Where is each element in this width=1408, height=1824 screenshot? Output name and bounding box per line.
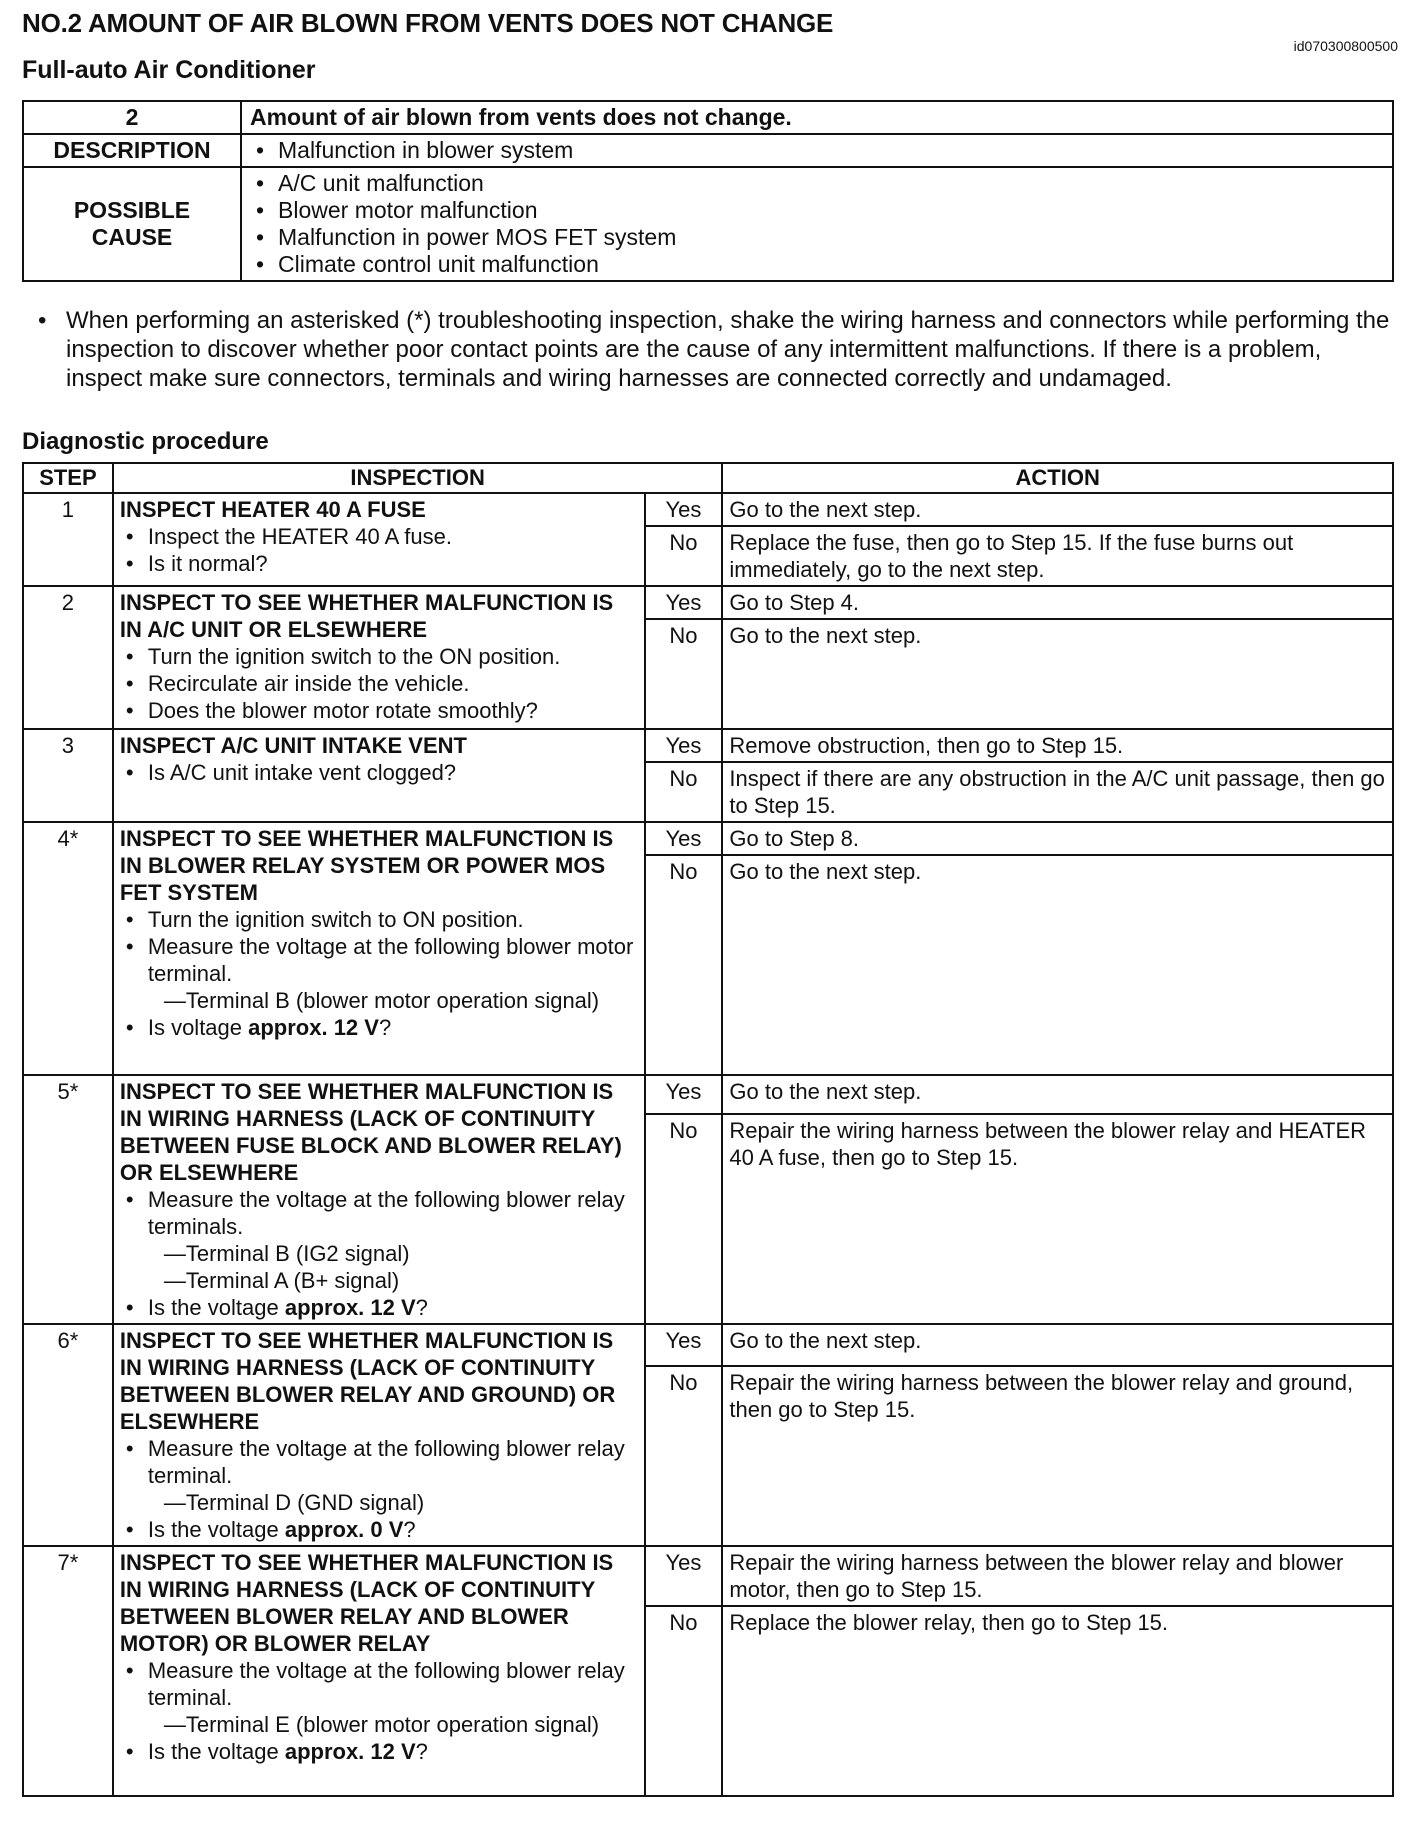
no-action: Repair the wiring harness between the blower relay and ground, then go to Step 15. xyxy=(722,1366,1393,1546)
question-value: approx. 12 V xyxy=(248,1015,379,1040)
inspection-bullet: • Turn the ignition switch to ON position. xyxy=(148,906,638,933)
inspection-question xyxy=(148,1516,638,1543)
cause-item: • Malfunction in power MOS FET system xyxy=(278,224,1384,251)
no-action: Replace the blower relay, then go to Step 15. xyxy=(722,1606,1393,1796)
no-label: No xyxy=(645,762,723,822)
question-end: ? xyxy=(415,1295,428,1320)
question-text: Is voltage xyxy=(147,1015,249,1040)
yes-action: Go to Step 4. xyxy=(722,586,1393,619)
terminal-item: — Terminal E (blower motor operation signal) xyxy=(148,1711,638,1738)
inspection-bullet: • Turn the ignition switch to the ON position. xyxy=(148,643,638,670)
question-text: Is the voltage xyxy=(147,1517,285,1542)
inspection-title: INSPECT TO SEE WHETHER MALFUNCTION IS IN BLOWER RELAY SYSTEM OR POWER MOS FET SYSTEM xyxy=(119,826,614,905)
inspection-bullet xyxy=(148,1657,638,1738)
inspection-bullet: • Inspect the HEATER 40 A fuse. xyxy=(148,523,638,550)
inspection-cell xyxy=(113,1075,645,1324)
symptom-number: 2 xyxy=(23,101,241,134)
inspection-cell xyxy=(113,729,645,822)
possible-cause-label-line1: POSSIBLE xyxy=(73,197,191,223)
possible-cause-cell xyxy=(241,167,1393,281)
step-number: 7* xyxy=(23,1546,113,1796)
inspection-title: INSPECT TO SEE WHETHER MALFUNCTION IS IN A/C UNIT OR ELSEWHERE xyxy=(119,590,614,642)
question-text: Is the voltage xyxy=(147,1295,285,1320)
inspection-bullet xyxy=(148,1435,638,1516)
inspection-bullet-text: Measure the voltage at the following blower relay terminals. xyxy=(147,1187,625,1239)
inspection-title: INSPECT A/C UNIT INTAKE VENT xyxy=(119,733,467,758)
no-action: Replace the fuse, then go to Step 15. If the fuse burns out immediately, go to the next step. xyxy=(722,526,1393,586)
no-label: No xyxy=(645,1366,723,1546)
no-label: No xyxy=(645,619,723,729)
step-number: 1 xyxy=(23,493,113,586)
inspection-question xyxy=(148,1294,638,1321)
no-action: Inspect if there are any obstruction in the A/C unit passage, then go to Step 15. xyxy=(722,762,1393,822)
inspection-bullet: • Is A/C unit intake vent clogged? xyxy=(148,759,638,786)
terminal-item: — Terminal B (IG2 signal) xyxy=(148,1240,638,1267)
no-action: Repair the wiring harness between the blower relay and HEATER 40 A fuse, then go to Step 15. xyxy=(722,1114,1393,1324)
inspection-title: INSPECT TO SEE WHETHER MALFUNCTION IS IN WIRING HARNESS (LACK OF CONTINUITY BETWEEN FUSE BLOCK AND BLOWER RELAY) OR ELSEWHERE xyxy=(119,1079,622,1185)
question-end: ? xyxy=(415,1739,428,1764)
cause-item: • Blower motor malfunction xyxy=(278,197,1384,224)
terminal-item: — Terminal B (blower motor operation signal) xyxy=(148,987,638,1014)
yes-label: Yes xyxy=(645,729,723,762)
cause-item: • A/C unit malfunction xyxy=(278,170,1384,197)
cause-item: • Climate control unit malfunction xyxy=(278,251,1384,278)
inspection-cell xyxy=(113,822,645,1075)
yes-action: Repair the wiring harness between the blower relay and blower motor, then go to Step 15. xyxy=(722,1546,1393,1606)
page-title: NO.2 AMOUNT OF AIR BLOWN FROM VENTS DOES NOT CHANGE xyxy=(22,8,834,38)
inspection-cell xyxy=(113,586,645,729)
summary-table xyxy=(22,100,1394,282)
inspection-title: INSPECT TO SEE WHETHER MALFUNCTION IS IN WIRING HARNESS (LACK OF CONTINUITY BETWEEN BLOWER RELAY AND GROUND) OR ELSEWHERE xyxy=(119,1328,616,1434)
no-label: No xyxy=(645,526,723,586)
no-label: No xyxy=(645,1606,723,1796)
inspection-bullet-text: Measure the voltage at the following blower relay terminal. xyxy=(147,1658,625,1710)
question-value: approx. 12 V xyxy=(284,1739,416,1764)
no-action: Go to the next step. xyxy=(722,619,1393,729)
inspection-title: INSPECT TO SEE WHETHER MALFUNCTION IS IN WIRING HARNESS (LACK OF CONTINUITY BETWEEN BLOWER RELAY AND BLOWER MOTOR) OR BLOWER RELAY xyxy=(119,1550,614,1656)
inspection-bullet-text: Measure the voltage at the following blower relay terminal. xyxy=(147,1436,625,1488)
procedure-title: Diagnostic procedure xyxy=(22,428,269,455)
step-number: 3 xyxy=(23,729,113,822)
step-row-7-yes xyxy=(23,1546,1393,1606)
terminal-item: — Terminal D (GND signal) xyxy=(148,1489,638,1516)
step-row-4-yes xyxy=(23,822,1393,855)
step-row-6-yes xyxy=(23,1324,1393,1366)
yes-action: Remove obstruction, then go to Step 15. xyxy=(722,729,1393,762)
question-text: Is the voltage xyxy=(147,1739,285,1764)
yes-label: Yes xyxy=(645,493,723,526)
question-end: ? xyxy=(378,1015,392,1040)
step-row-5-yes xyxy=(23,1075,1393,1114)
inspection-title: INSPECT HEATER 40 A FUSE xyxy=(119,497,426,522)
inspection-question xyxy=(148,1014,638,1041)
description-item: • Malfunction in blower system xyxy=(278,137,1384,164)
step-row-3-yes xyxy=(23,729,1393,762)
inspection-question xyxy=(148,1738,638,1765)
symptom-headline: Amount of air blown from vents does not change. xyxy=(241,101,1393,134)
no-label: No xyxy=(645,855,723,1075)
inspection-bullet xyxy=(148,933,638,1014)
inspection-bullet: • Is it normal? xyxy=(148,550,638,577)
header-step: STEP xyxy=(23,463,113,493)
description-label: DESCRIPTION xyxy=(23,134,241,167)
description-cell xyxy=(241,134,1393,167)
inspection-cell xyxy=(113,1546,645,1796)
inspection-bullet: • Recirculate air inside the vehicle. xyxy=(148,670,638,697)
question-value: approx. 0 V xyxy=(284,1517,404,1542)
yes-action: Go to Step 8. xyxy=(722,822,1393,855)
yes-label: Yes xyxy=(645,1075,723,1114)
inspection-cell xyxy=(113,493,645,586)
step-row-2-yes xyxy=(23,586,1393,619)
terminal-item: — Terminal A (B+ signal) xyxy=(148,1267,638,1294)
step-number: 2 xyxy=(23,586,113,729)
yes-action: Go to the next step. xyxy=(722,1324,1393,1366)
yes-label: Yes xyxy=(645,822,723,855)
step-number: 6* xyxy=(23,1324,113,1546)
yes-label: Yes xyxy=(645,586,723,619)
inspection-bullet xyxy=(148,1186,638,1294)
yes-label: Yes xyxy=(645,1546,723,1606)
inspection-cell xyxy=(113,1324,645,1546)
yes-action: Go to the next step. xyxy=(722,493,1393,526)
yes-action: Go to the next step. xyxy=(722,1075,1393,1114)
header-action: ACTION xyxy=(722,463,1393,493)
yes-label: Yes xyxy=(645,1324,723,1366)
no-label: No xyxy=(645,1114,723,1324)
no-action: Go to the next step. xyxy=(722,855,1393,1075)
step-number: 5* xyxy=(23,1075,113,1324)
step-row-1-yes xyxy=(23,493,1393,526)
question-end: ? xyxy=(403,1517,416,1542)
inspection-bullet: • Does the blower motor rotate smoothly? xyxy=(148,697,638,724)
document-id: id070300800500 xyxy=(1293,38,1398,54)
header-inspection: INSPECTION xyxy=(113,463,723,493)
inspection-note: • When performing an asterisked (*) troubleshooting inspection, shake the wiring harness and connectors while performing the inspection to discover whether poor contact points are the cause of any intermittent malfunctions. If there is a problem, inspect make sure connectors, terminals and wiring harnesses are connected correctly and undamaged. xyxy=(32,306,1392,393)
diagnostic-table xyxy=(22,462,1394,1797)
possible-cause-label xyxy=(23,167,241,281)
step-number: 4* xyxy=(23,822,113,1075)
possible-cause-label-line2: CAUSE xyxy=(91,224,173,250)
section-subtitle: Full-auto Air Conditioner xyxy=(22,56,316,84)
question-value: approx. 12 V xyxy=(284,1295,416,1320)
inspection-bullet-text: Measure the voltage at the following blower motor terminal. xyxy=(147,934,634,986)
